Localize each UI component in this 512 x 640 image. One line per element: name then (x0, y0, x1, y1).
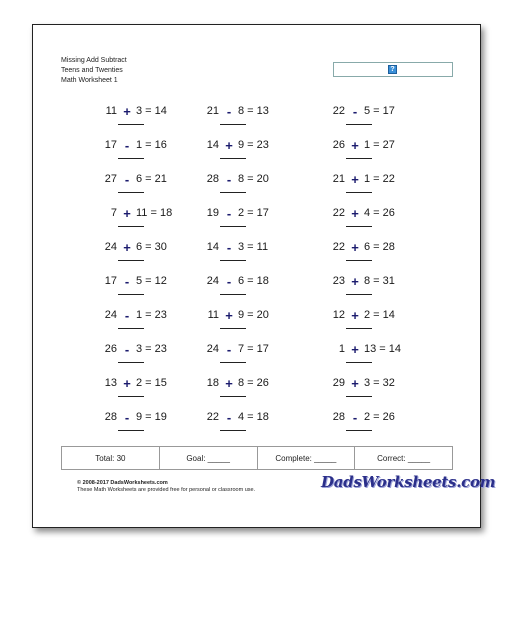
answer-blank[interactable] (220, 294, 246, 295)
second-operand-and-result: 3 = 32 (364, 377, 395, 389)
problem-item (303, 139, 413, 169)
problem-equation (177, 241, 287, 255)
second-operand-and-result: 8 = 20 (238, 173, 269, 185)
operator-sign: + (225, 138, 233, 153)
first-operand: 26 (332, 139, 345, 151)
second-operand-and-result: 13 = 14 (364, 343, 402, 355)
problem-equation (303, 173, 413, 187)
operator-sign: + (351, 206, 359, 221)
operator-sign: - (226, 206, 232, 221)
first-operand: 28 (332, 411, 345, 423)
problem-equation (303, 105, 413, 119)
problem-item (303, 241, 413, 271)
problem-equation (75, 377, 185, 391)
operator-sign: + (351, 138, 359, 153)
first-operand: 12 (332, 309, 345, 321)
first-operand: 28 (206, 173, 219, 185)
answer-blank[interactable] (220, 328, 246, 329)
second-operand-and-result: 6 = 30 (136, 241, 167, 253)
answer-blank[interactable] (118, 226, 144, 227)
problem-equation (75, 173, 185, 187)
second-operand-and-result: 2 = 17 (238, 207, 269, 219)
header-title: Missing Add Subtract (61, 57, 127, 64)
first-operand: 24 (206, 275, 219, 287)
second-operand-and-result: 3 = 14 (136, 105, 167, 117)
problem-item (75, 105, 185, 135)
problem-item (303, 105, 413, 135)
first-operand: 22 (332, 105, 345, 117)
operator-sign: - (352, 104, 358, 119)
operator-sign: - (226, 104, 232, 119)
answer-blank[interactable] (220, 226, 246, 227)
problem-item (177, 275, 287, 305)
second-operand-and-result: 9 = 20 (238, 309, 269, 321)
second-operand-and-result: 4 = 26 (364, 207, 395, 219)
problem-equation (303, 309, 413, 323)
problem-equation (177, 207, 287, 221)
first-operand: 7 (110, 207, 117, 219)
operator-sign: + (351, 308, 359, 323)
operator-sign: - (124, 308, 130, 323)
first-operand: 22 (332, 207, 345, 219)
answer-blank[interactable] (346, 362, 372, 363)
header-worksheet-number: Math Worksheet 1 (61, 77, 118, 84)
problem-equation (177, 411, 287, 425)
operator-sign: + (225, 308, 233, 323)
first-operand: 24 (104, 309, 117, 321)
answer-blank[interactable] (118, 124, 144, 125)
problem-item (303, 309, 413, 339)
problem-equation (303, 139, 413, 153)
problem-item (75, 139, 185, 169)
problem-equation (75, 309, 185, 323)
answer-blank[interactable] (220, 396, 246, 397)
problem-item (75, 343, 185, 373)
operator-sign: - (352, 410, 358, 425)
answer-blank[interactable] (118, 362, 144, 363)
answer-blank[interactable] (346, 158, 372, 159)
problem-item (75, 411, 185, 441)
operator-sign: + (351, 342, 359, 357)
problem-equation (303, 241, 413, 255)
operator-sign: + (225, 376, 233, 391)
problem-equation (177, 105, 287, 119)
operator-sign: + (351, 240, 359, 255)
header-subtitle: Teens and Twenties (61, 67, 123, 74)
score-bar (61, 446, 453, 470)
second-operand-and-result: 2 = 26 (364, 411, 395, 423)
second-operand-and-result: 5 = 17 (364, 105, 395, 117)
problem-equation (177, 343, 287, 357)
operator-sign: + (351, 172, 359, 187)
operator-sign: - (226, 172, 232, 187)
problem-item (75, 309, 185, 339)
problem-equation (177, 309, 287, 323)
operator-sign: - (124, 410, 130, 425)
problem-item (177, 139, 287, 169)
operator-sign: - (124, 342, 130, 357)
operator-sign: - (124, 138, 130, 153)
operator-sign: + (123, 240, 131, 255)
correct-cell[interactable]: Correct: _____ (377, 453, 431, 463)
first-operand: 17 (104, 139, 117, 151)
answer-blank[interactable] (118, 294, 144, 295)
first-operand: 11 (207, 309, 219, 321)
first-operand: 26 (104, 343, 117, 355)
problem-equation (303, 343, 413, 357)
first-operand: 22 (206, 411, 219, 423)
problem-item (303, 275, 413, 305)
problem-item (303, 377, 413, 407)
second-operand-and-result: 4 = 18 (238, 411, 269, 423)
second-operand-and-result: 6 = 18 (238, 275, 269, 287)
first-operand: 22 (332, 241, 345, 253)
name-box[interactable] (333, 62, 453, 77)
worksheet-page (32, 24, 496, 528)
problem-equation (75, 241, 185, 255)
first-operand: 29 (332, 377, 345, 389)
operator-sign: - (226, 240, 232, 255)
dadsworksheets-logo: DadsWorksheets.com (321, 473, 496, 491)
problem-item (75, 377, 185, 407)
problem-equation (303, 411, 413, 425)
first-operand: 11 (105, 105, 117, 117)
problem-equation (177, 377, 287, 391)
answer-blank[interactable] (346, 396, 372, 397)
second-operand-and-result: 7 = 17 (238, 343, 269, 355)
answer-blank[interactable] (118, 192, 144, 193)
answer-blank[interactable] (346, 328, 372, 329)
answer-blank[interactable] (220, 430, 246, 431)
second-operand-and-result: 9 = 23 (238, 139, 269, 151)
operator-sign: - (226, 410, 232, 425)
answer-blank[interactable] (118, 328, 144, 329)
second-operand-and-result: 2 = 14 (364, 309, 395, 321)
problem-item (177, 241, 287, 271)
operator-sign: - (124, 172, 130, 187)
goal-cell[interactable]: Goal: _____ (160, 447, 258, 469)
second-operand-and-result: 1 = 16 (136, 139, 167, 151)
answer-blank[interactable] (346, 260, 372, 261)
first-operand: 1 (338, 343, 345, 355)
answer-blank[interactable] (346, 430, 372, 431)
problem-equation (177, 139, 287, 153)
answer-blank[interactable] (346, 294, 372, 295)
problem-equation (303, 377, 413, 391)
problem-item (75, 241, 185, 271)
second-operand-and-result: 3 = 11 (238, 241, 269, 253)
second-operand-and-result: 8 = 13 (238, 105, 269, 117)
answer-blank[interactable] (118, 158, 144, 159)
answer-blank[interactable] (346, 192, 372, 193)
answer-blank[interactable] (220, 192, 246, 193)
problem-item (75, 275, 185, 305)
answer-blank[interactable] (346, 124, 372, 125)
answer-blank[interactable] (220, 260, 246, 261)
second-operand-and-result: 1 = 22 (364, 173, 395, 185)
qr-code-icon: ? (388, 65, 397, 74)
usage-notice: These Math Worksheets are provided free for personal or classroom use. (77, 487, 256, 493)
operator-sign: - (124, 274, 130, 289)
first-operand: 28 (104, 411, 117, 423)
first-operand: 18 (206, 377, 219, 389)
problem-equation (75, 411, 185, 425)
first-operand: 23 (332, 275, 345, 287)
problem-item (177, 309, 287, 339)
problem-item (177, 411, 287, 441)
second-operand-and-result: 6 = 21 (136, 173, 167, 185)
problem-equation (75, 139, 185, 153)
footer (77, 480, 255, 494)
answer-blank[interactable] (118, 260, 144, 261)
first-operand: 13 (104, 377, 117, 389)
problem-item (177, 173, 287, 203)
first-operand: 27 (104, 173, 117, 185)
problem-equation (177, 173, 287, 187)
problem-equation (75, 207, 185, 221)
answer-blank[interactable] (118, 396, 144, 397)
first-operand: 19 (206, 207, 219, 219)
second-operand-and-result: 5 = 12 (136, 275, 167, 287)
first-operand: 14 (206, 241, 219, 253)
operator-sign: + (123, 376, 131, 391)
operator-sign: + (351, 376, 359, 391)
total-cell: Total: 30 (62, 447, 160, 469)
problem-item (177, 105, 287, 135)
operator-sign: + (123, 206, 131, 221)
problem-item (303, 207, 413, 237)
problem-item (303, 343, 413, 373)
problem-equation (303, 275, 413, 289)
worksheet-header (61, 56, 127, 86)
operator-sign: - (226, 342, 232, 357)
second-operand-and-result: 2 = 15 (136, 377, 167, 389)
problem-item (177, 343, 287, 373)
second-operand-and-result: 11 = 18 (136, 207, 173, 219)
second-operand-and-result: 8 = 31 (364, 275, 395, 287)
answer-blank[interactable] (220, 362, 246, 363)
operator-sign: + (123, 104, 131, 119)
problem-item (177, 377, 287, 407)
first-operand: 24 (104, 241, 117, 253)
second-operand-and-result: 9 = 19 (136, 411, 167, 423)
first-operand: 21 (206, 105, 219, 117)
copyright-text: © 2008-2017 DadsWorksheets.com (77, 480, 168, 486)
operator-sign: + (351, 274, 359, 289)
operator-sign: - (226, 274, 232, 289)
second-operand-and-result: 1 = 23 (136, 309, 167, 321)
problem-item (75, 207, 185, 237)
answer-blank[interactable] (220, 158, 246, 159)
second-operand-and-result: 8 = 26 (238, 377, 269, 389)
first-operand: 24 (206, 343, 219, 355)
second-operand-and-result: 1 = 27 (364, 139, 395, 151)
problem-equation (75, 275, 185, 289)
complete-cell[interactable]: Complete: _____ (258, 447, 356, 469)
answer-blank[interactable] (346, 226, 372, 227)
problem-equation (75, 343, 185, 357)
problem-equation (177, 275, 287, 289)
problem-equation (75, 105, 185, 119)
problem-item (75, 173, 185, 203)
problem-item (303, 411, 413, 441)
second-operand-and-result: 6 = 28 (364, 241, 395, 253)
second-operand-and-result: 3 = 23 (136, 343, 167, 355)
answer-blank[interactable] (220, 124, 246, 125)
first-operand: 21 (332, 173, 345, 185)
problem-item (303, 173, 413, 203)
first-operand: 14 (206, 139, 219, 151)
problem-item (177, 207, 287, 237)
problem-equation (303, 207, 413, 221)
first-operand: 17 (104, 275, 117, 287)
answer-blank[interactable] (118, 430, 144, 431)
